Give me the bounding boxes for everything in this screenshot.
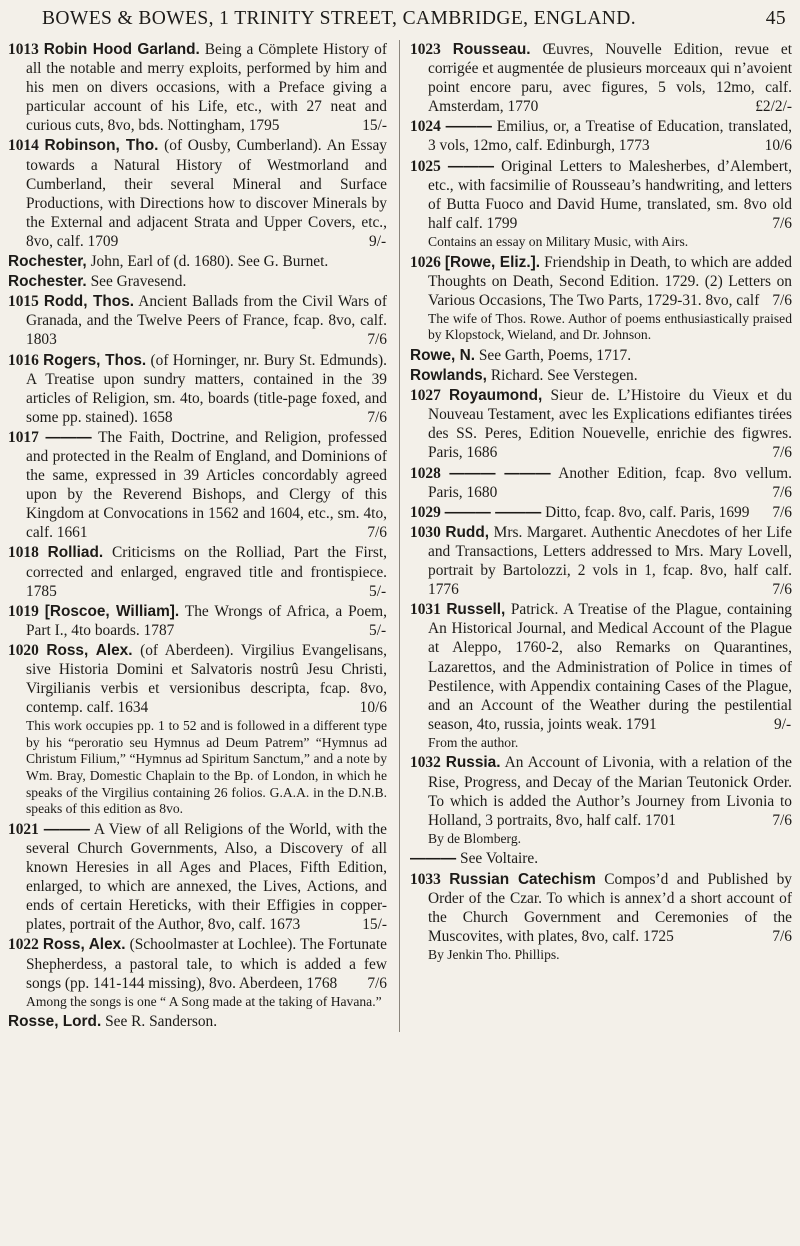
catalogue-entry: 1031 Russell, Patrick. A Treatise of the Plague, containing An Historical Journal, and Medical Account of the Plague at Aleppo, 1760-2, also Remarks on Quarantines, Lazarettos, and the Administration of Police in times of Pestilence, with Appendix containing Cases of the Plague, and an Account of the Weather during the pestilential season, 4to, russia, joints weak. 1791 9/-	[410, 601, 792, 733]
entry-price: 7/6	[367, 974, 387, 992]
entry-price: 7/6	[367, 408, 387, 426]
entry-author: Russian Catechism	[449, 870, 596, 888]
catalogue-entry	[8, 292, 387, 349]
entry-author: ———	[445, 118, 492, 136]
header-title: BOWES & BOWES, 1 TRINITY STREET, CAMBRIDGE, ENGLAND.	[42, 8, 637, 29]
entry-author: Rudd,	[445, 523, 490, 541]
entry-price: 7/6	[367, 524, 387, 542]
page-header	[8, 4, 792, 34]
entry-author: Ross, Alex.	[42, 936, 126, 954]
entry-price: 10/6	[359, 699, 387, 717]
entry-description: An Account of Livonia, with a relation of the Rise, Progress, and Decay of the Marian Teutonick Order. To which is added the Author’s Journey from Livonia to Holland, 3 portraits, 8vo, half calf. 1701	[428, 754, 792, 829]
catalogue-entry	[410, 157, 792, 233]
catalogue-entry	[410, 346, 792, 365]
entry-price: 7/6	[772, 503, 792, 521]
catalogue-entry	[8, 820, 387, 935]
catalogue-entry	[410, 117, 792, 155]
entry-description: (of Horninger, nr. Bury St. Edmunds). A Treatise upon sundry matters, contained in the 39 articles of Religion, sm. 4to, boards (title-page foxed, and some pp. stained). 1658	[26, 351, 387, 426]
entry-price: 15/-	[362, 117, 387, 135]
entry-note: Among the songs is one “ A Song made at the taking of Havana.”	[26, 993, 382, 1009]
entry-author: Rousseau.	[452, 41, 531, 58]
entry-description: (of Aberdeen). Virgilius Evangelisans, sive Historia Domini et Salvatoris nostrû Jesu Christi, Virgilianis verbis et versionibus descripta, fcap. 8vo, contemp. calf. 1634	[26, 641, 387, 717]
entry-description: Patrick. A Treatise of the Plague, containing An Historical Journal, and Medical Account of the Plague at Aleppo, 1760-2, also Remarks on Quarantines, Lazarettos, and the Administration of Police in times of Pestilence, with Appendix containing Cases of the Plague, and an Account of the Weather during the pestilential season, 4to, russia, joints weak. 1791	[428, 601, 792, 733]
entry-author: [Rowe, Eliz.].	[444, 253, 540, 271]
catalogue-entry	[8, 272, 387, 291]
lot-number: 1019	[8, 602, 39, 620]
catalogue-entry	[410, 753, 792, 829]
entry-author: Royaumond,	[449, 387, 543, 405]
catalogue-columns	[8, 40, 792, 1032]
entry-description: Ancient Ballads from the Civil Wars of Granada, and the Twelve Peers of France, fcap. 8vo, calf. 1803	[26, 293, 387, 349]
lot-number: 1021	[8, 820, 39, 838]
catalogue-entry: 1018 Rolliad. Criticisms on the Rolliad, Part the First, corrected and enlarged, engraved title and frontispiece. 1785 5/-	[8, 544, 387, 600]
catalogue-entry	[8, 641, 387, 717]
lot-number: 1026	[410, 253, 441, 271]
entry-author: Rogers, Thos.	[43, 351, 147, 369]
lot-number: 1030	[410, 523, 441, 541]
catalogue-entry	[8, 351, 387, 427]
entry-price: 7/6	[772, 483, 792, 501]
entry-author: ——— ———	[444, 503, 542, 521]
entry-description: Emilius, or, a Treatise of Education, translated, 3 vols, 12mo, calf. Edinburgh, 1773	[428, 118, 792, 155]
entry-description: See Garth, Poems, 1717.	[478, 347, 632, 364]
entry-author: ———	[45, 428, 92, 446]
entry-price: 7/6	[772, 291, 792, 309]
entry-author: Robin Hood Garland.	[43, 41, 200, 58]
entry-description: Mrs. Margaret. Authentic Anecdotes of her Life and Transactions, Letters addressed to Mrs. Mary Lovell, portrait by Bartolozzi, 2 vols in 1, fcap. 8vo, half calf. 1776	[428, 523, 792, 599]
entry-author: Rochester,	[8, 253, 87, 271]
entry-author: Rochester.	[8, 273, 87, 291]
page-number: 45	[765, 8, 786, 29]
catalogue-entry	[410, 253, 792, 310]
lot-number: 1029	[410, 503, 441, 521]
catalogue-entry	[410, 40, 792, 116]
entry-author: Robinson, Tho.	[44, 137, 159, 155]
entry-author: Russell,	[446, 601, 506, 619]
entry-author: ———	[447, 157, 495, 175]
lot-number: 1018	[8, 544, 39, 562]
entry-description: John, Earl of (d. 1680). See G. Burnet.	[90, 253, 329, 271]
lot-number: 1031	[410, 601, 441, 619]
entry-description: Criticisms on the Rolliad, Part the First, corrected and enlarged, engraved title and frontispiece. 1785	[26, 544, 387, 600]
entry-author: ——— ———	[449, 464, 551, 482]
entry-author: Rowlands,	[410, 367, 487, 385]
catalogue-entry	[410, 366, 792, 385]
lot-number: 1033	[410, 870, 441, 888]
entry-description: Another Edition, fcap. 8vo vellum. Paris, 1680	[428, 464, 792, 501]
lot-number: 1032	[410, 754, 441, 772]
entry-note: By Jenkin Tho. Phillips.	[428, 946, 560, 962]
entry-description: Sieur de. L’Histoire du Vieux et du Nouveau Testament, avec les Explications edifiantes tirées des SS. Peres, Edition Nouevelle, enrichie des figwres. Paris, 1686	[428, 387, 792, 462]
entry-author: Rolliad.	[47, 544, 104, 562]
right-column	[400, 40, 792, 1032]
entry-author: Rodd, Thos.	[43, 293, 135, 311]
entry-note: Contains an essay on Military Music, with Airs.	[428, 233, 689, 249]
catalogue-entry	[410, 464, 792, 502]
catalogue-entry	[410, 523, 792, 599]
entry-author: Russia.	[445, 754, 501, 772]
entry-description: A View of all Religions of the World, with the several Church Governments, Also, a Discovery of all known Heresies in all Ages and Places, Fifth Edition, enlarged, to which are annexed, the Lives, Actions, and ends of certain Hereticks, with their Effigies in copper-plates, portrait of the Author, 8vo, calf. 1673	[26, 820, 387, 934]
lot-number: 1024	[410, 118, 441, 136]
entry-price: 7/6	[772, 444, 792, 462]
catalogue-entry	[410, 849, 792, 868]
entry-description: Œuvres, Nouvelle Edition, revue et corrigée et augmentée de plusieurs morceaux qui n’avoient point encore paru, avec figures, 5 vols, 12mo, calf. Amsterdam, 1770	[428, 41, 792, 116]
entry-description: The Faith, Doctrine, and Religion, professed and protected in the Realm of England, and Dominions of the same, expressed in 39 Articles concordably agreed upon by the Reverend Bishops, and Clergy of this Kingdom at Convocations in 1562 and 1604, etc., sm. 4to, calf. 1661	[26, 428, 387, 542]
catalogue-entry	[410, 503, 792, 522]
entry-note: The wife of Thos. Rowe. Author of poems enthusiastically praised by Klopstock, Wieland, and Dr. Johnson.	[428, 310, 792, 343]
catalogue-entry	[8, 252, 387, 271]
entry-description: Ditto, fcap. 8vo, calf. Paris, 1699	[545, 503, 750, 521]
entry-note: By de Blomberg.	[428, 830, 522, 846]
lot-number: 1028	[410, 464, 441, 482]
entry-description: Being a Cömplete History of all the notable and merry exploits, performed by him and his men on divers occasions, with a Preface giving a particular account of his Life, etc., with 27 neat and curious cuts, 8vo, bds. Nottingham, 1795	[26, 41, 387, 135]
entry-price: 7/6	[772, 581, 792, 599]
lot-number: 1013	[8, 41, 39, 58]
entry-description: See Voltaire.	[460, 850, 539, 868]
entry-description: Original Letters to Malesherbes, d’Alembert, etc., with facsimilie of Rousseau’s handwriting, and letters of Butta Fuoco and David Hume, translated, sm. 8vo old half calf. 1799	[428, 157, 792, 232]
entry-description: The Wrongs of Africa, a Poem, Part I., 4to boards. 1787	[26, 602, 387, 639]
entry-author: ———	[410, 850, 457, 868]
entry-author: [Roscoe, William].	[44, 602, 180, 620]
entry-price: 10/6	[764, 137, 792, 155]
entry-price: 7/6	[772, 214, 792, 232]
entry-author: Rowe, N.	[410, 347, 475, 364]
lot-number: 1016	[8, 351, 39, 369]
catalogue-entry	[410, 386, 792, 462]
lot-number: 1020	[8, 641, 39, 659]
catalogue-entry	[8, 428, 387, 543]
entry-price: £2/2/-	[755, 98, 792, 116]
entry-author: ———	[43, 820, 90, 838]
left-column	[8, 40, 400, 1032]
entry-description: (of Ousby, Cumberland). An Essay towards a Natural History of Westmorland and Cumberland, their several Mineral and Surface Productions, with Directions how to discover Minerals by the External and adjacent Strata and Upper Covers, etc., 8vo, calf. 1709	[26, 137, 387, 250]
catalogue-entry: 1014 Robinson, Tho. (of Ousby, Cumberland). An Essay towards a Natural History of Westmorland and Cumberland, their several Mineral and Surface Productions, with Directions how to discover Minerals by the External and adjacent Strata and Upper Covers, etc., 8vo, calf. 1709 9/-	[8, 137, 387, 250]
entry-description: Compos’d and Published by Order of the Czar. To which is annex’d a short account of the Church Government and Ceremonies of the Muscovites, with plates, 8vo, calf. 1725	[428, 870, 792, 945]
catalogue-entry	[8, 1012, 387, 1031]
lot-number: 1025	[410, 157, 441, 175]
entry-price: 7/6	[772, 811, 792, 829]
entry-note: From the author.	[428, 734, 519, 750]
entry-price: 7/6	[367, 331, 387, 349]
entry-description: Friendship in Death, to which are added Thoughts on Death, Second Edition. 1729. (2) Letters on Various Occasions, The Two Parts, 1729-31. 8vo, calf	[428, 253, 792, 309]
catalogue-entry	[8, 935, 387, 992]
entry-author: Ross, Alex.	[46, 641, 133, 659]
entry-note: This work occupies pp. 1 to 52 and is followed in a different type by his “peroratio seu Hymnus ad Deum Patrem” “Hymnus ad Christum Filium,” “Hymnus ad Spiritum Sanctum,” and a note by Wm. Bray, Domestic Chaplain to the Bp. of London, in which he speaks of the Virgilius containing 26 folios. G.A.A. in the D.N.B. speaks of this edition as 8vo.	[26, 718, 387, 817]
lot-number: 1017	[8, 428, 39, 446]
catalogue-entry	[410, 870, 792, 946]
lot-number: 1023	[410, 41, 441, 58]
entry-description: (Schoolmaster at Lochlee). The Fortunate Shepherdess, a pastoral tale, to which is added a few songs (pp. 141-144 missing), 8vo. Aberdeen, 1768	[26, 936, 387, 992]
entry-price: 7/6	[772, 927, 792, 945]
entry-description: See Gravesend.	[90, 273, 187, 291]
lot-number: 1027	[410, 387, 441, 405]
entry-author: Rosse, Lord.	[8, 1013, 102, 1031]
entry-description: Richard. See Verstegen.	[490, 367, 638, 385]
lot-number: 1014	[8, 137, 39, 155]
entry-price: 15/-	[362, 916, 387, 934]
lot-number: 1015	[8, 293, 39, 311]
catalogue-entry	[8, 40, 387, 135]
entry-description: See R. Sanderson.	[105, 1013, 218, 1031]
lot-number: 1022	[8, 936, 39, 954]
catalogue-entry: 1019 [Roscoe, William]. The Wrongs of Africa, a Poem, Part I., 4to boards. 1787 5/-	[8, 602, 387, 639]
